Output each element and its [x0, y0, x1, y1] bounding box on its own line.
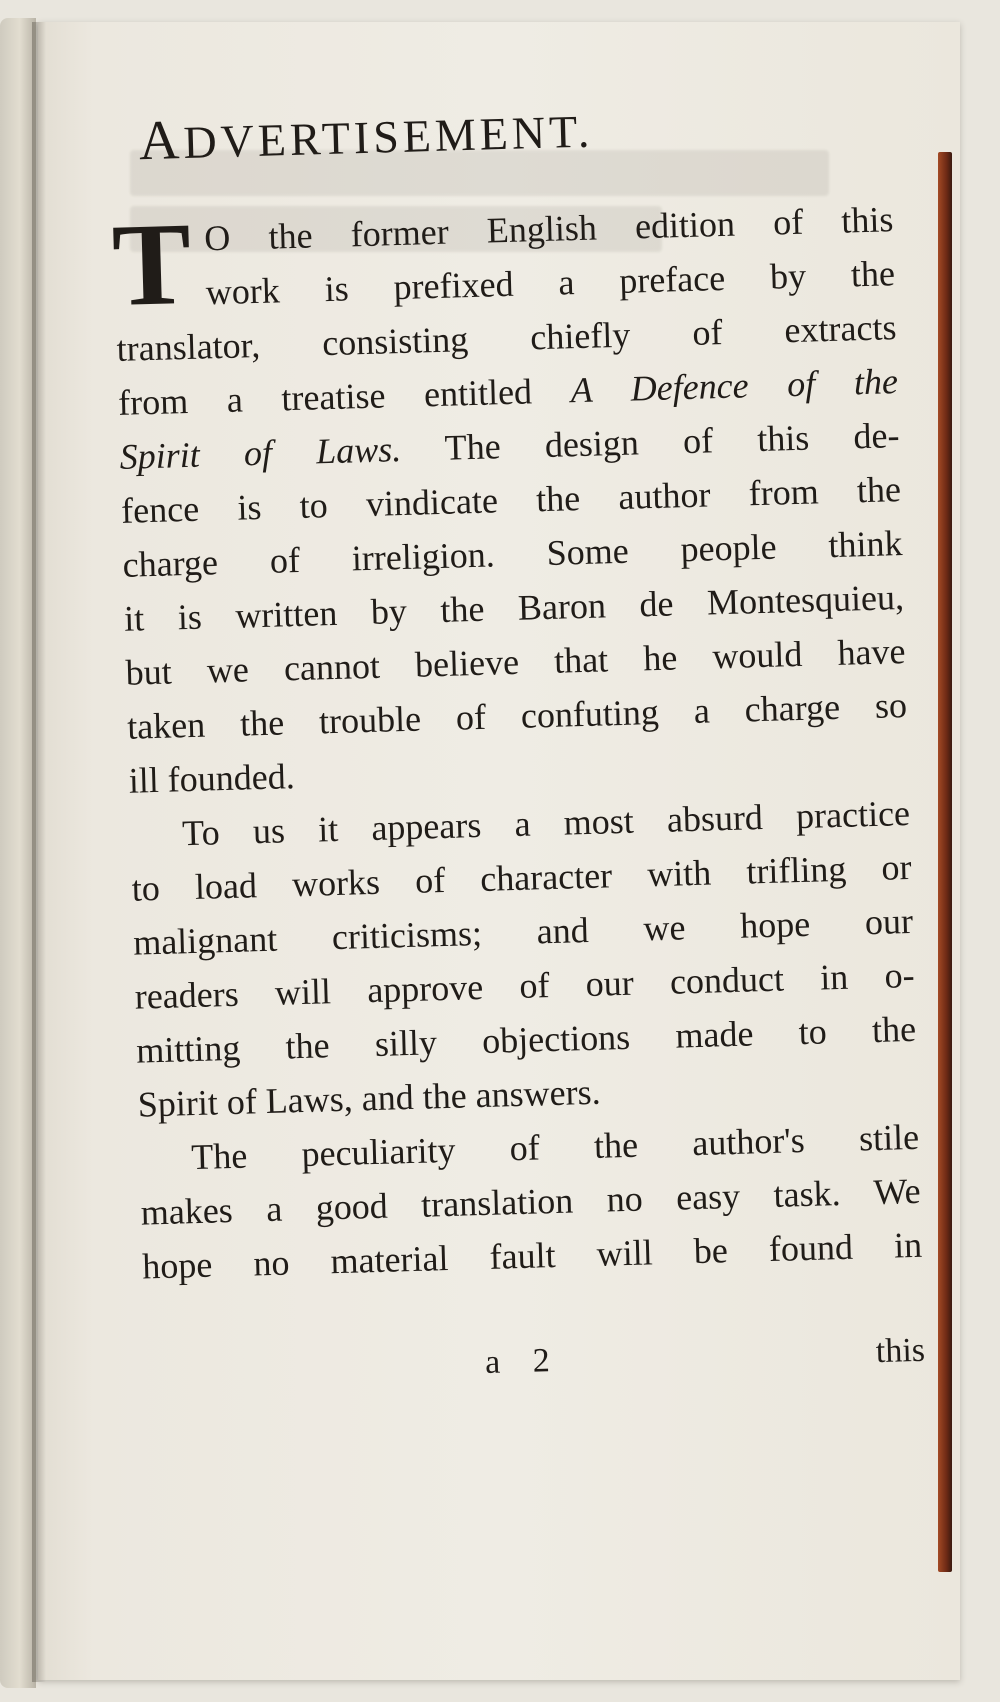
text-line: To us it appears a most absurd practice	[181, 792, 911, 854]
paragraph-2	[129, 786, 918, 1132]
text-line: ill founded.	[128, 756, 296, 801]
italic-title: Spirit of Laws.	[119, 429, 402, 477]
italic-title: A Defence of the	[570, 361, 899, 411]
text-span: The design of this de-	[400, 415, 900, 469]
text-line: O the former English edition of this	[203, 199, 894, 259]
paragraph-1	[110, 192, 909, 808]
text-line: charge of irreligion. Some people think	[122, 523, 903, 585]
drop-cap: T	[110, 197, 193, 331]
heading-rest: DVERTISEMENT.	[182, 105, 594, 168]
text-line: to load works of character with trifling or	[131, 846, 913, 909]
text-line: malignant criticisms; and we hope our	[132, 900, 914, 963]
text-line: work is prefixed a preface by the	[205, 253, 896, 313]
body-text	[110, 192, 923, 1293]
text-line: taken the trouble of confuting a charge so	[126, 684, 908, 747]
text-line: Spirit of Laws, and the answers.	[137, 1071, 602, 1125]
text-line: it is written by the Baron de Montesquieu,	[123, 577, 905, 639]
page-text	[110, 88, 926, 1407]
text-line: readers will approve of our conduct in o-	[134, 954, 916, 1017]
text-span: from a treatise entitled	[117, 370, 572, 423]
text-line: makes a good translation no easy task. We	[140, 1170, 922, 1233]
text-line: hope no material fault will be found in	[141, 1224, 923, 1287]
paragraph-3	[139, 1110, 923, 1294]
catchword: this	[875, 1331, 926, 1371]
signature-mark: a 2	[484, 1341, 563, 1382]
spine-shadow	[32, 22, 46, 1682]
text-line: translator, consisting chiefly of extracts	[116, 307, 897, 369]
text-line: but we cannot believe that he would have	[125, 631, 906, 693]
left-page-edge	[0, 18, 36, 1688]
text-line: fence is to vindicate the author from the	[120, 469, 902, 531]
text-line: The peculiarity of the author's stile	[190, 1116, 920, 1178]
text-line: mitting the silly objections made to the	[135, 1008, 917, 1071]
heading-initial: A	[138, 108, 185, 173]
cover-edge	[938, 152, 952, 1572]
